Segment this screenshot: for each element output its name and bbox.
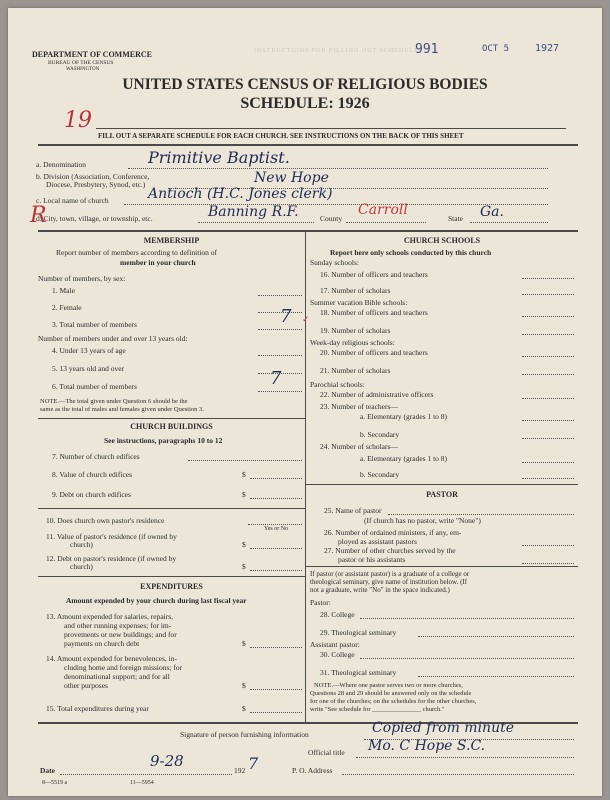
assistant-label: Assistant pastor:: [310, 640, 360, 649]
dept-name: DEPARTMENT OF COMMERCE: [32, 50, 153, 59]
q22: 22. Number of administrative officers: [320, 390, 434, 399]
q5-13-and-over: 5. 13 years old and over: [52, 364, 125, 373]
local-name-label: c. Local name of church: [36, 196, 109, 205]
county-value: Carroll: [358, 202, 408, 218]
column-divider: [305, 231, 306, 723]
membership-heading: MEMBERSHIP: [143, 236, 200, 245]
q12-debt-residence: 12. Debt on pastor's residence (if owned by: [46, 554, 177, 563]
q23b: b. Secondary: [360, 430, 400, 439]
q27: 27. Number of other churches served by the: [324, 546, 456, 555]
expenditures-heading: EXPENDITURES: [140, 582, 203, 591]
stamp-year: 1927: [535, 43, 560, 54]
grad-note-2: theological seminary, give name of institution below. (If: [310, 578, 468, 586]
schools-sub: Report here only schools conducted by this church: [330, 248, 492, 257]
q14-line-1: 14. Amount expended for benevolences, in-: [46, 654, 178, 663]
po-address-label: P. O. Address: [292, 766, 333, 775]
form-code-1: 8—5519 a: [42, 780, 68, 786]
form-code-2: 11—5954: [130, 780, 154, 786]
instruction-line: FILL OUT A SEPARATE SCHEDULE FOR EACH CHURCH. SEE INSTRUCTIONS ON THE BACK OF THIS SHEET: [98, 132, 464, 140]
expenditures-sub: Amount expended by your church during last fiscal year: [66, 596, 247, 605]
pastor-note-3: for one of the churches; on the schedules for the other churches,: [310, 698, 477, 705]
grad-note-3: not a graduate, write "No" in the space indicated.): [310, 586, 450, 594]
state-value: Ga.: [480, 204, 504, 220]
q15-total-expenditures: 15. Total expenditures during year: [46, 704, 149, 713]
sunday-schools: Sunday schools:: [310, 258, 359, 267]
q13-line-1: 13. Amount expended for salaries, repairs,: [46, 612, 174, 621]
bureau-name: BUREAU OF THE CENSUS: [48, 60, 114, 66]
q10-own-residence: 10. Does church own pastor's residence: [46, 516, 165, 525]
q28: 28. College: [320, 610, 355, 619]
rule-q10: [38, 508, 305, 509]
age-heading: Number of members under and over 13 years old:: [38, 334, 188, 343]
q14-dollar: $: [242, 681, 246, 690]
q23a: a. Elementary (grades 1 to 8): [360, 412, 448, 421]
city-label: d. City, town, village, or township, etc.: [36, 214, 153, 223]
stamp-number: 991: [415, 42, 439, 57]
q24a: a. Elementary (grades 1 to 8): [360, 454, 448, 463]
members-by-sex: Number of members, by sex:: [38, 274, 126, 283]
q13-line-4: payments on church debt: [64, 639, 140, 648]
q6-total: 6. Total number of members: [52, 382, 137, 391]
q21: 21. Number of scholars: [320, 366, 391, 375]
year-written: 7: [248, 754, 259, 773]
q11-dollar: $: [242, 540, 246, 549]
rule-expenditures: [38, 576, 305, 577]
signature-label: Signature of person furnishing information: [180, 730, 309, 739]
city-value: Banning R.F.: [208, 204, 299, 220]
q13-dollar: $: [242, 639, 246, 648]
form-subtitle: SCHEDULE: 1926: [240, 95, 370, 112]
membership-note-2: same as the total of males and females given under Question 3.: [40, 406, 204, 413]
q9-dollar: $: [242, 490, 246, 499]
signature-value: Copied from minute: [372, 720, 515, 736]
denomination-label: a. Denomination: [36, 160, 86, 169]
division-label-2: Diocese, Presbytery, Synod, etc.): [46, 180, 146, 189]
membership-intro-1: Report number of members according to definition of: [56, 248, 217, 257]
bureau-city: WASHINGTON: [66, 67, 100, 72]
county-label: County: [320, 214, 343, 223]
q4-under-13: 4. Under 13 years of age: [52, 346, 126, 355]
state-label: State: [448, 214, 463, 223]
q27b: pastor or his assistants: [338, 555, 406, 564]
q30: 30. College: [320, 650, 355, 659]
rule-pastor: [306, 484, 578, 485]
summer-schools: Summer vacation Bible schools:: [310, 298, 408, 307]
q2-female: 2. Female: [52, 303, 82, 312]
q26b: ployed as assistant pastors: [338, 537, 417, 546]
pastor-note-4: write "See schedule for _______________ church.": [310, 706, 445, 713]
q23: 23. Number of teachers—: [320, 402, 398, 411]
census-form: [8, 8, 602, 796]
local-name-value: Antioch (H.C. Jones clerk): [148, 186, 333, 202]
q14-line-4: other purposes: [64, 681, 108, 690]
q25-hint: (If church has no pastor, write "None"): [364, 516, 481, 525]
official-title-label: Official title: [308, 748, 345, 757]
q7-edifices: 7. Number of church edifices: [52, 452, 140, 461]
q24b: b. Secondary: [360, 470, 400, 479]
schools-heading: CHURCH SCHOOLS: [403, 236, 481, 245]
red-check-mark: ✓: [302, 314, 310, 324]
buildings-sub: See instructions, paragraphs 10 to 12: [104, 436, 223, 445]
grad-note-1: If pastor (or assistant pastor) is a graduate of a college or: [310, 570, 470, 578]
pastor-note-2: Questions 28 and 29 should be answered only on the schedule: [310, 690, 472, 697]
q17: 17. Number of scholars: [320, 286, 391, 295]
denomination-value: Primitive Baptist.: [148, 148, 290, 167]
pastor-note-1: NOTE.—Where one pastor serves two or more churches,: [314, 682, 463, 689]
q11-value-residence: 11. Value of pastor's residence (if owned by: [46, 532, 177, 541]
date-value: 9-28: [150, 752, 184, 770]
form-title: UNITED STATES CENSUS OF RELIGIOUS BODIES: [122, 76, 488, 93]
q3-value: 7: [280, 306, 292, 327]
q12-church: church): [70, 562, 93, 571]
yes-no-hint: Yes or No: [264, 526, 289, 532]
q13-line-2: and other running expenses; for im-: [64, 621, 172, 630]
rule-buildings: [38, 418, 305, 419]
q14-line-3: denominational support; and for all: [64, 672, 170, 681]
q3-total: 3. Total number of members: [52, 320, 137, 329]
q18: 18. Number of officers and teachers: [320, 308, 428, 317]
q19: 19. Number of scholars: [320, 326, 391, 335]
q29: 29. Theological seminary: [320, 628, 397, 637]
q12-dollar: $: [242, 562, 246, 571]
q13-line-3: provements or new buildings; and for: [64, 630, 177, 639]
q8-value-edifices: 8. Value of church edifices: [52, 470, 133, 479]
q26: 26. Number of ordained ministers, if any, em-: [324, 528, 462, 537]
weekday-schools: Week-day religious schools:: [310, 338, 395, 347]
division-value: New Hope: [254, 170, 329, 186]
division-label: b. Division (Association, Conference,: [36, 172, 150, 181]
buildings-heading: CHURCH BUILDINGS: [130, 422, 213, 431]
q31: 31. Theological seminary: [320, 668, 397, 677]
parochial-schools: Parochial schools:: [310, 380, 365, 389]
q15-dollar: $: [242, 704, 246, 713]
q14-line-2: cluding home and foreign missions; for: [64, 663, 183, 672]
q16: 16. Number of officers and teachers: [320, 270, 428, 279]
q24: 24. Number of scholars—: [320, 442, 398, 451]
q11-church: church): [70, 540, 93, 549]
rule-under-instruction: [38, 144, 578, 146]
red-mark-r: R: [30, 203, 47, 228]
q20: 20. Number of officers and teachers: [320, 348, 428, 357]
rule-above-sections: [38, 230, 578, 232]
q9-debt-edifices: 9. Debt on church edifices: [52, 490, 131, 499]
q25: 25. Name of pastor: [324, 506, 382, 515]
membership-note-1: NOTE.—The total given under Question 6 should be the: [40, 398, 188, 405]
pastor-heading: PASTOR: [426, 490, 458, 499]
red-mark-19: 19: [64, 108, 92, 133]
q8-dollar: $: [242, 470, 246, 479]
date-label: Date: [40, 766, 55, 775]
q1-male: 1. Male: [52, 286, 75, 295]
q6-value: 7: [270, 368, 282, 389]
faint-header: INSTRUCTIONS FOR FILLING OUT SCHEDULE: [254, 48, 419, 54]
year-printed: 192: [234, 766, 246, 775]
pastor-label: Pastor:: [310, 598, 331, 607]
official-title-value: Mo. C Hope S.C.: [368, 738, 486, 754]
stamp-date: OCT 5: [482, 44, 510, 54]
membership-intro-2: member in your church: [120, 258, 196, 267]
rule-top: [96, 128, 566, 129]
rule-graduate: [306, 566, 578, 567]
